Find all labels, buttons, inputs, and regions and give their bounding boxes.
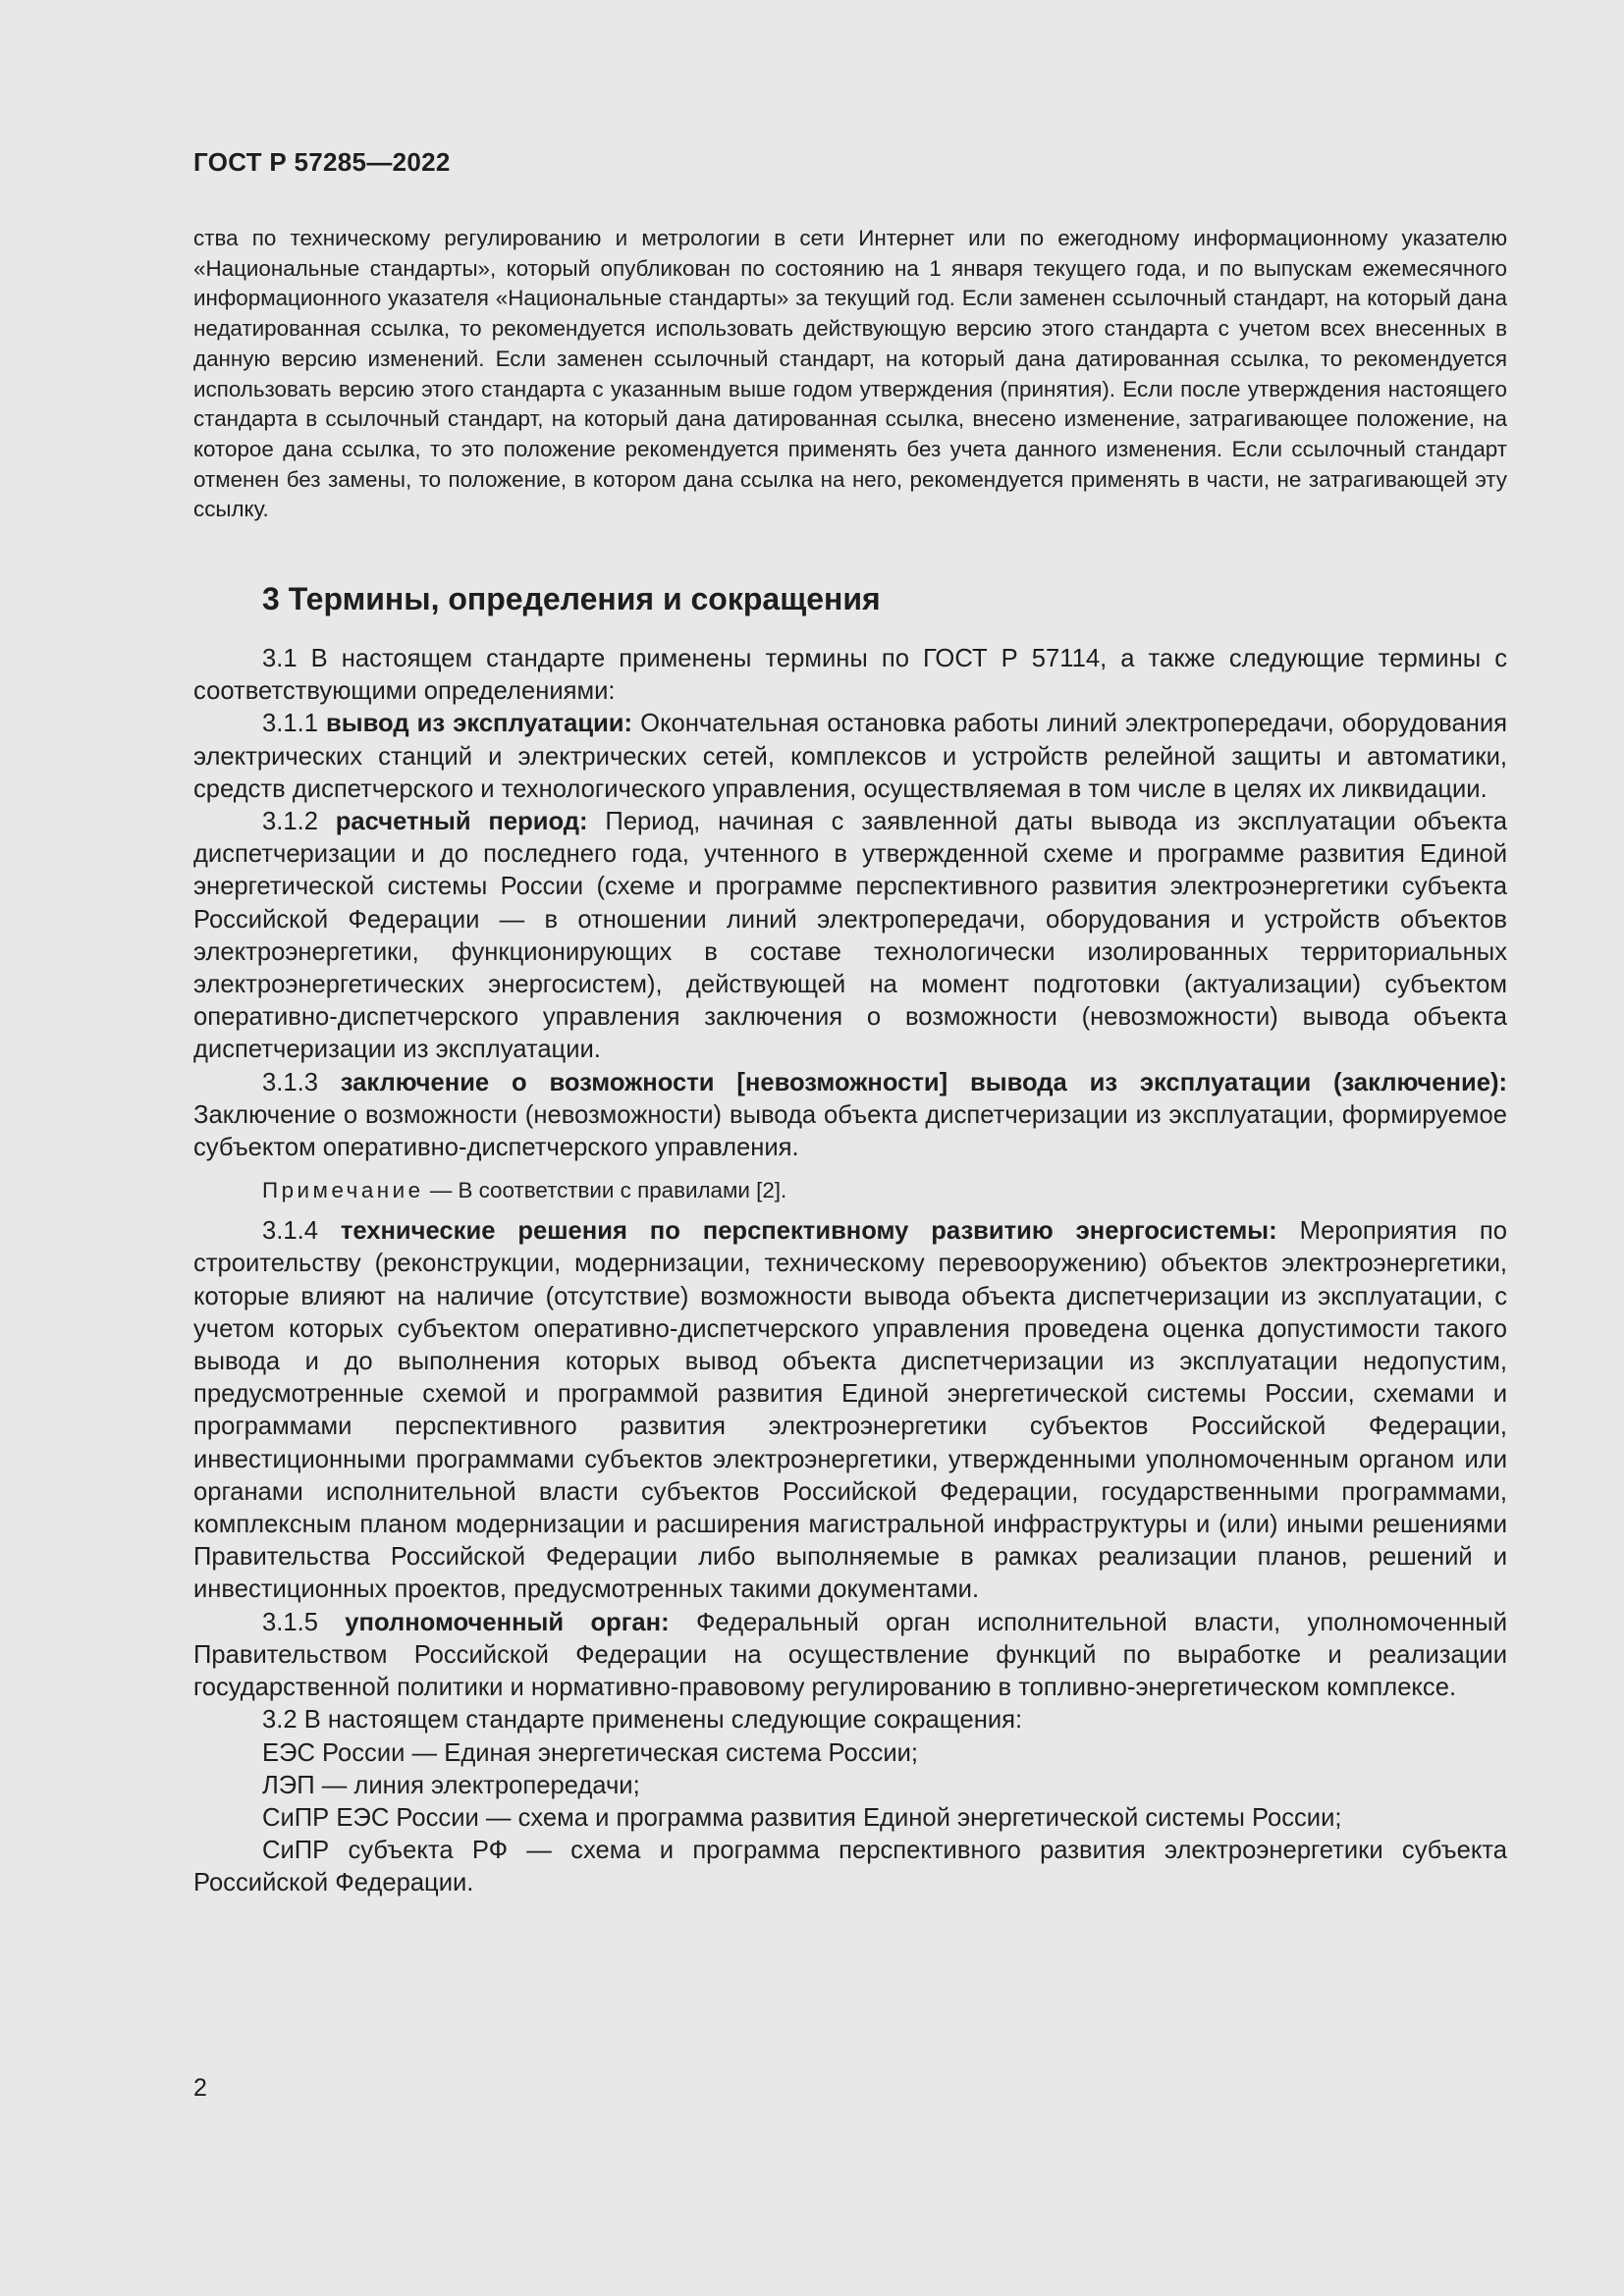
- clause-3-2: 3.2 В настоящем стандарте применены следующие сокращения:: [262, 1706, 1023, 1735]
- definition: Заключение о возможности (невозможности) вывода объекта диспетчеризации из эксплуатации, формируемое субъектом оперативно-диспетчерского управления.: [193, 1100, 1507, 1162]
- section-title: 3 Термины, определения и сокращения: [262, 581, 881, 616]
- term: вывод из эксплуатации:: [326, 710, 633, 738]
- definition: Федеральный орган исполнительной власти, уполномоченный Правительством Российской Федерации на осуществление функций по выработке и реализации государственной политики и нормативно-правовому регулированию в топливно-энергетическом комплексе.: [193, 1608, 1507, 1702]
- term: заключение о возможности [невозможности] вывода из эксплуатации (заключение):: [340, 1068, 1507, 1096]
- abbreviation-item: СиПР субъекта РФ — схема и программа перспективного развития электроэнергетики субъекта Российской Федерации.: [193, 1837, 1507, 1897]
- clause-number: 3.1.1: [262, 710, 327, 738]
- clause-number: 3.1.4: [262, 1217, 341, 1246]
- document-header: ГОСТ Р 57285—2022: [193, 147, 451, 177]
- clause-number: 3.1.2: [262, 808, 336, 836]
- continuation-paragraph: ства по техническому регулированию и метрологии в сети Интернет или по ежегодному информационному указателю «Национальные стандарты», который опубликован по состоянию на 1 января текущего года, и по выпускам ежемесячного информационного указателя «Национальные стандарты» за текущий год. Если заменен ссылочный стандарт, на который дана недатированная ссылка, то рекомендуется использовать действующую версию этого стандарта с учетом всех внесенных в данную версию изменений. Если заменен ссылочный стандарт, на который дана датированная ссылка, то рекомендуется использовать версию этого стандарта с указанным выше годом утверждения (принятия). Если после утверждения настоящего стандарта в ссылочный стандарт, на который дана датированная ссылка, внесено изменение, затрагивающее положение, на которое дана ссылка, то это положение рекомендуется применять без учета данного изменения. Если ссылочный стандарт отменен без замены, то положение, в котором дана ссылка на него, рекомендуется применять в части, не затрагивающей эту ссылку.: [193, 226, 1507, 522]
- clause-3-1-5: [193, 1607, 1507, 1705]
- clause-3-1-4: [193, 1215, 1507, 1606]
- note-text: — В соответствии с правилами [2].: [423, 1178, 787, 1203]
- abbreviation-item: ЕЭС России — Единая энергетическая система России;: [262, 1738, 919, 1767]
- clause-3-1: 3.1 В настоящем стандарте применены термины по ГОСТ Р 57114, а также следующие термины с соответствующими определениями:: [193, 645, 1507, 706]
- term: уполномоченный орган:: [345, 1608, 670, 1636]
- term: расчетный период:: [335, 808, 588, 836]
- clause-number: 3.1.5: [262, 1608, 346, 1636]
- definition: Окончательная остановка работы линий электропередачи, оборудования электрических станций и электрических сетей, комплексов и устройств релейной защиты и автоматики, средств диспетчерского и технологического управления, осуществляемая в том числе в целях их ликвидации.: [193, 710, 1507, 803]
- abbreviation-item: СиПР ЕЭС России — схема и программа развития Единой энергетической системы России;: [262, 1803, 1342, 1832]
- clause-3-1-2: [193, 806, 1507, 1067]
- definition: Период, начиная с заявленной даты вывода из эксплуатации объекта диспетчеризации и до последнего года, учтенного в утвержденной схеме и программе развития Единой энергетической системы России (схеме и программе перспективного развития электроэнергетики субъекта Российской Федерации — в отношении линий электропередачи, оборудования и устройств объектов электроэнергетики, функционирующих в составе технологически изолированных территориальных электроэнергетических энергосистем), действующей на момент подготовки (актуализации) субъектом оперативно-диспетчерского управления заключения о возможности (невозможности) вывода объекта диспетчеризации из эксплуатации.: [193, 808, 1507, 1064]
- abbreviation-item: ЛЭП — линия электропередачи;: [262, 1771, 640, 1799]
- note-label: Примечание: [262, 1178, 424, 1203]
- clause-number: 3.1.3: [262, 1068, 341, 1096]
- term: технические решения по перспективному развитию энергосистемы:: [340, 1217, 1277, 1246]
- clause-3-1-1: [193, 708, 1507, 806]
- section-body: [193, 643, 1507, 1900]
- note: [193, 1176, 1507, 1205]
- page-number: 2: [193, 2074, 207, 2102]
- clause-3-1-3: [193, 1067, 1507, 1165]
- definition: Мероприятия по строительству (реконструкции, модернизации, техническому перевооружению) объектов электроэнергетики, которые влияют на наличие (отсутствие) возможности вывода объекта диспетчеризации из эксплуатации, с учетом которых субъектом оперативно-диспетчерского управления проведена оценка допустимости такого вывода и до выполнения которых вывод объекта диспетчеризации из эксплуатации недопустим, предусмотренные схемой и программой развития Единой энергетической системы России, схемами и программами перспективного развития электроэнергетики субъектов Российской Федерации, инвестиционными программами субъектов электроэнергетики, утвержденными уполномоченным органом или органами исполнительной власти субъектов Российской Федерации, государственными программами, комплексным планом модернизации и расширения магистральной инфраструктуры и (или) иными решениями Правительства Российской Федерации либо выполняемые в рамках реализации планов, решений и инвестиционных проектов, предусмотренных такими документами.: [193, 1217, 1507, 1604]
